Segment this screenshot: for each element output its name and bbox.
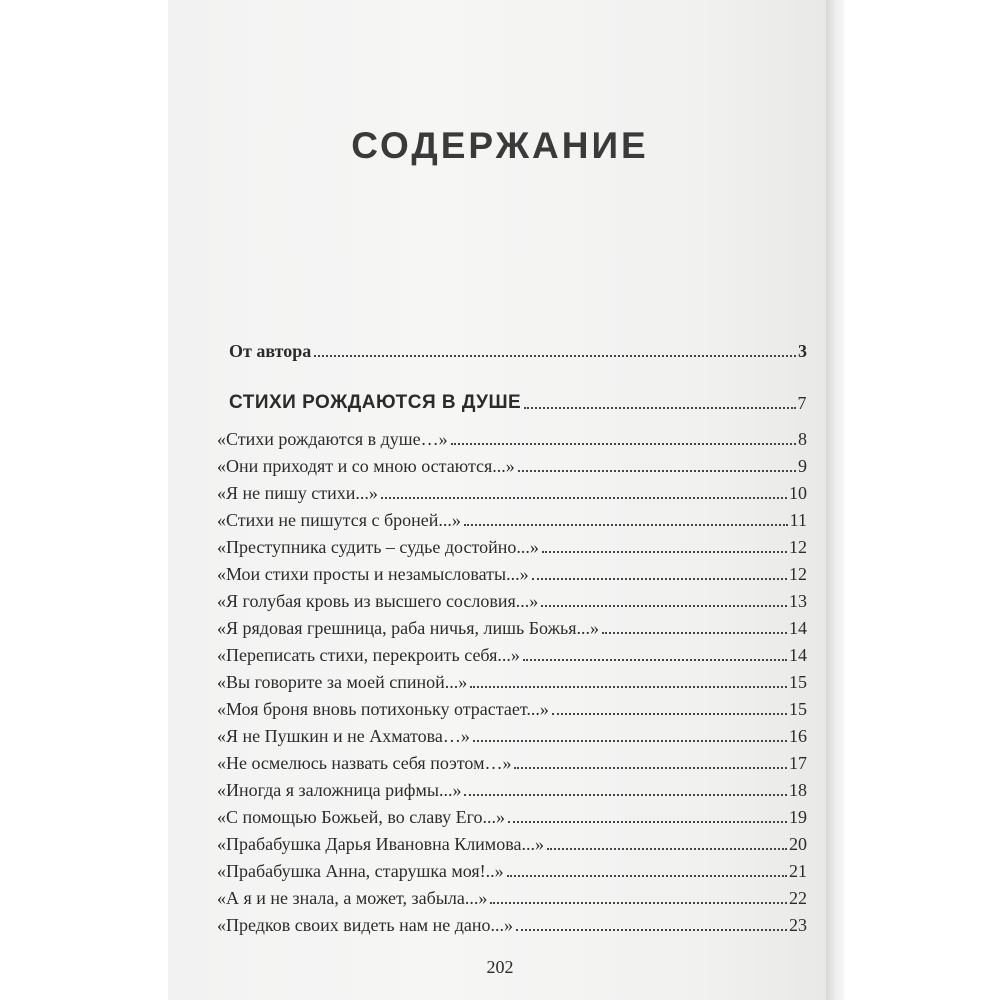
- toc-entry: [217, 613, 807, 639]
- toc-page-number: 13: [789, 591, 807, 611]
- toc-entry-label: «Не осмелюсь назвать себя поэтом…»: [217, 753, 512, 773]
- toc-entry: [217, 856, 807, 882]
- toc-entry-label: «Иногда я заложница рифмы...»: [217, 780, 462, 800]
- toc-page-number: 20: [789, 834, 807, 854]
- toc-entry-label: «Я не пишу стихи...»: [217, 483, 378, 503]
- contents-title: СОДЕРЖАНИЕ: [351, 125, 649, 166]
- toc-entry: [217, 559, 807, 585]
- toc-entry-label: «Я не Пушкин и не Ахматова…»: [217, 726, 470, 746]
- leader-dots: [381, 496, 787, 499]
- leader-dots: [552, 712, 787, 715]
- toc-entry-label: «А я и не знала, а может, забыла...»: [217, 888, 488, 908]
- leader-dots: [507, 874, 787, 877]
- leader-dots: [547, 847, 787, 850]
- toc-entry-label: «Прабабушка Анна, старушка моя!..»: [217, 861, 504, 881]
- toc-page-number: 23: [789, 915, 807, 935]
- leader-dots: [314, 354, 796, 357]
- toc-page-number: 9: [798, 456, 807, 476]
- page-number: 202: [486, 957, 514, 977]
- leader-dots: [451, 442, 796, 445]
- leader-dots: [470, 685, 787, 688]
- toc-entry: [217, 721, 807, 747]
- toc-page-number: 10: [789, 483, 807, 503]
- leader-dots: [541, 604, 787, 607]
- toc-page-number: 15: [789, 699, 807, 719]
- toc-entry: [217, 694, 807, 720]
- toc-entry-label: «С помощью Божьей, во славу Его...»: [217, 807, 506, 827]
- toc-entry: [217, 883, 807, 909]
- toc-entry-label: «Прабабушка Дарья Ивановна Климова...»: [217, 834, 544, 854]
- toc-entry: [217, 505, 807, 531]
- leader-dots: [473, 739, 787, 742]
- toc-entry-label: «Вы говорите за моей спиной...»: [217, 672, 468, 692]
- toc-section-heading: [229, 386, 807, 414]
- leader-dots: [523, 658, 787, 661]
- toc-page-number: 14: [789, 618, 807, 638]
- toc-page-number: 8: [798, 429, 807, 449]
- toc-entry: [217, 532, 807, 558]
- toc-page-number: 3: [798, 341, 807, 361]
- toc-entry: [217, 640, 807, 666]
- toc-entry-label: «Я голубая кровь из высшего сословия...»: [217, 591, 539, 611]
- toc-entry-author: [229, 336, 807, 362]
- toc-entry-label: «Моя броня вновь потихоньку отрастает...»: [217, 699, 549, 719]
- toc-entry-label: От автора: [229, 341, 312, 361]
- toc-entry-label: «Преступника судить – судье достойно...»: [217, 537, 539, 557]
- leader-dots: [602, 631, 787, 634]
- toc-page-number: 15: [789, 672, 807, 692]
- toc-page-number: 21: [789, 861, 807, 881]
- toc-entry: [217, 451, 807, 477]
- toc-page-number: 12: [789, 564, 807, 584]
- toc-page-number: 11: [789, 510, 807, 530]
- leader-dots: [518, 469, 796, 472]
- toc-page-number: 12: [789, 537, 807, 557]
- toc-page-number: 14: [789, 645, 807, 665]
- toc-page-number: 17: [789, 753, 807, 773]
- toc-page-number: 7: [797, 393, 807, 413]
- toc-entry: [217, 586, 807, 612]
- leader-dots: [490, 901, 787, 904]
- toc-entry: [217, 829, 807, 855]
- toc-entry: [217, 478, 807, 504]
- toc-entry-label: «Стихи рождаются в душе…»: [217, 429, 448, 449]
- toc-entry: [217, 424, 807, 450]
- toc-entry: [217, 748, 807, 774]
- toc-page-number: 16: [789, 726, 807, 746]
- toc-entry-label: «Я рядовая грешница, раба ничья, лишь Божья...»: [217, 618, 600, 638]
- leader-dots: [508, 820, 787, 823]
- toc-entry-label: «Они приходят и со мною остаются...»: [217, 456, 515, 476]
- toc-entry: [217, 802, 807, 828]
- leader-dots: [524, 406, 795, 409]
- toc-entry-label: «Переписать стихи, перекроить себя...»: [217, 645, 520, 665]
- toc-page-number: 22: [789, 888, 807, 908]
- toc-page-number: 18: [789, 780, 807, 800]
- leader-dots: [514, 766, 787, 769]
- leader-dots: [516, 928, 787, 931]
- leader-dots: [464, 793, 787, 796]
- leader-dots: [464, 523, 788, 526]
- leader-dots: [532, 577, 787, 580]
- toc-entry-label: «Предков своих видеть нам не дано...»: [217, 915, 514, 935]
- toc-entry-label: «Мои стихи просты и незамысловаты...»: [217, 564, 529, 584]
- toc-entry-label: «Стихи не пишутся с броней...»: [217, 510, 461, 530]
- toc-page-number: 19: [789, 807, 807, 827]
- toc-entry: [217, 775, 807, 801]
- toc-entry: [217, 667, 807, 693]
- leader-dots: [542, 550, 787, 553]
- toc-section-label: СТИХИ РОЖДАЮТСЯ В ДУШЕ: [229, 392, 522, 413]
- toc-entry: [217, 910, 807, 936]
